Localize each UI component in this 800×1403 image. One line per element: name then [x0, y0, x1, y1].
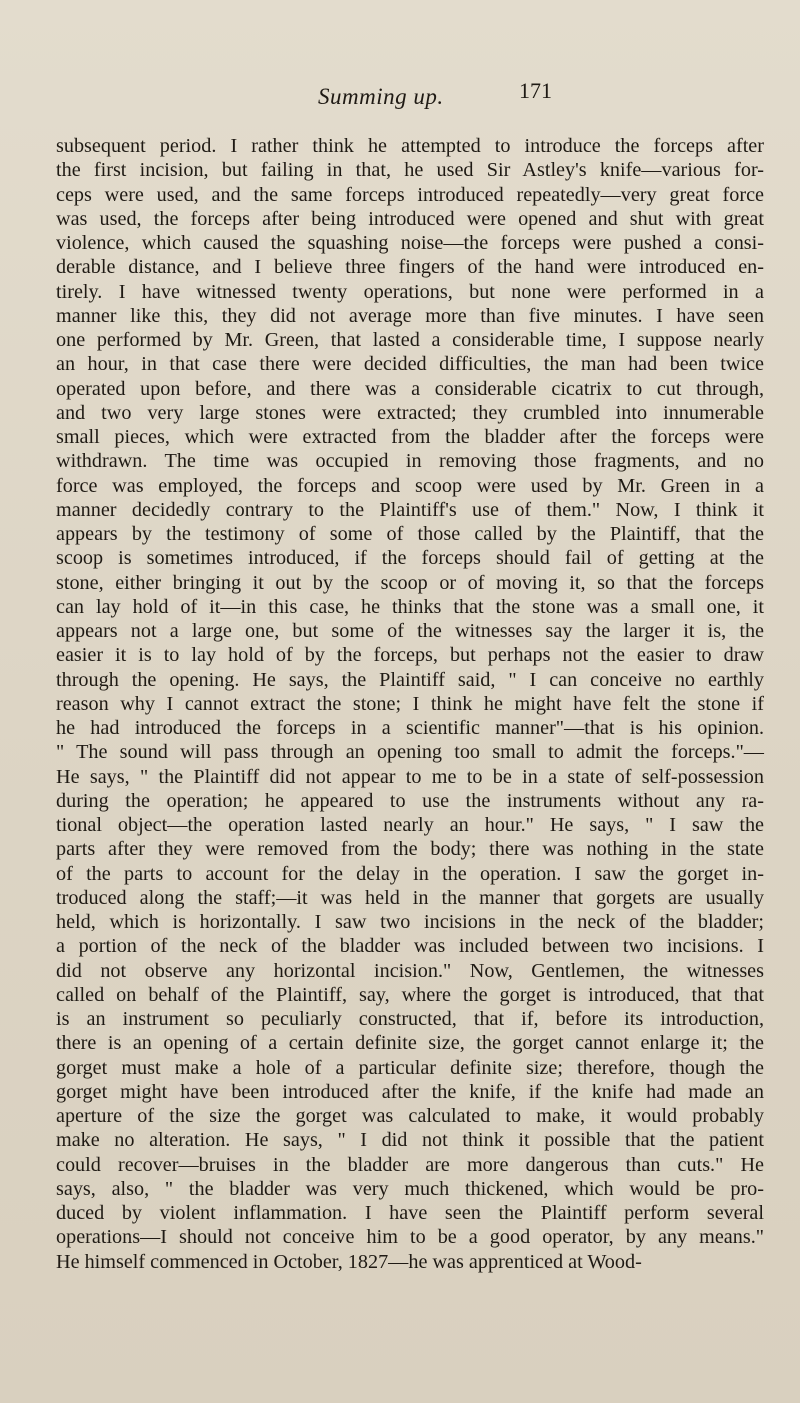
text-line: manner like this, they did not average more than five minutes. I have seen — [56, 304, 764, 327]
running-head: Summing up. — [318, 84, 444, 109]
text-line: withdrawn. The time was occupied in removing those fragments, and no — [56, 450, 764, 473]
text-line: an hour, in that case there were decided difficulties, the man had been twice — [56, 353, 764, 376]
text-line: gorget must make a hole of a particular definite size; therefore, though the — [56, 1056, 764, 1079]
body-text — [56, 134, 764, 1274]
text-line: duced by violent inflammation. I have seen the Plaintiff perform several — [56, 1202, 764, 1224]
text-line: He says, " the Plaintiff did not appear to me to be in a state of self-possession — [56, 765, 764, 788]
text-line: there is an opening of a certain definite size, the gorget cannot enlarge it; the — [56, 1032, 764, 1055]
text-line: tional object—the operation lasted nearly an hour." He says, " I saw the — [56, 814, 764, 836]
text-line: operations—I should not conceive him to be a good operator, by any means." — [56, 1226, 764, 1249]
text-line: gorget might have been introduced after the knife, if the knife had made an — [56, 1080, 764, 1103]
text-line: can lay hold of it—in this case, he thinks that the stone was a small one, it — [56, 595, 764, 618]
text-line: force was employed, the forceps and scoop were used by Mr. Green in a — [56, 474, 764, 497]
page-header — [0, 78, 800, 118]
text-line: one performed by Mr. Green, that lasted a considerable time, I suppose nearly — [56, 329, 764, 351]
text-line: derable distance, and I believe three fingers of the hand were introduced en- — [56, 256, 764, 279]
text-line: tirely. I have witnessed twenty operations, but none were performed in a — [56, 280, 764, 303]
text-line: make no alteration. He says, " I did not think it possible that the patient — [56, 1129, 764, 1152]
text-line: he had introduced the forceps in a scientific manner"—that is his opinion. — [56, 717, 764, 739]
text-line: was used, the forceps after being introduced were opened and shut with great — [56, 207, 764, 230]
text-line: called on behalf of the Plaintiff, say, where the gorget is introduced, that that — [56, 983, 764, 1006]
text-line: operated upon before, and there was a considerable cicatrix to cut through, — [56, 377, 764, 400]
text-line: easier it is to lay hold of by the forceps, but perhaps not the easier to draw — [56, 644, 764, 667]
text-line: held, which is horizontally. I saw two incisions in the neck of the bladder; — [56, 911, 764, 933]
text-line: violence, which caused the squashing noise—the forceps were pushed a consi- — [56, 232, 764, 254]
text-line: a portion of the neck of the bladder was included between two incisions. I — [56, 935, 764, 958]
text-line: troduced along the staff;—it was held in the manner that gorgets are usually — [56, 886, 764, 909]
text-line: " The sound will pass through an opening too small to admit the forceps."— — [56, 741, 764, 764]
text-line: appears not a large one, but some of the witnesses say the larger it is, the — [56, 620, 764, 642]
text-line: could recover—bruises in the bladder are more dangerous than cuts." He — [56, 1153, 764, 1176]
text-line: ceps were used, and the same forceps introduced repeatedly—very great force — [56, 183, 764, 206]
text-line: reason why I cannot extract the stone; I think he might have felt the stone if — [56, 692, 764, 715]
page-number: 171 — [519, 78, 552, 103]
text-line: did not observe any horizontal incision." Now, Gentlemen, the witnesses — [56, 959, 764, 982]
text-line: is an instrument so peculiarly constructed, that if, before its introduction, — [56, 1008, 764, 1030]
text-line: subsequent period. I rather think he attempted to introduce the forceps after — [56, 135, 764, 157]
text-line: scoop is sometimes introduced, if the forceps should fail of getting at the — [56, 547, 764, 570]
text-line: small pieces, which were extracted from the bladder after the forceps were — [56, 426, 764, 448]
text-line: and two very large stones were extracted; they crumbled into innumerable — [56, 401, 764, 424]
text-line: stone, either bringing it out by the scoop or of moving it, so that the forceps — [56, 571, 764, 594]
text-line: through the opening. He says, the Plaintiff said, " I can conceive no earthly — [56, 668, 764, 691]
text-line: parts after they were removed from the body; there was nothing in the state — [56, 838, 764, 861]
text-line: manner decidedly contrary to the Plaintiff's use of them." Now, I think it — [56, 498, 764, 521]
text-line: appears by the testimony of some of those called by the Plaintiff, that the — [56, 523, 764, 545]
text-line: the first incision, but failing in that, he used Sir Astley's knife—various for- — [56, 159, 764, 182]
text-line: during the operation; he appeared to use the instruments without any ra- — [56, 789, 764, 812]
text-line: aperture of the size the gorget was calculated to make, it would probably — [56, 1105, 764, 1127]
text-line: He himself commenced in October, 1827—he was apprenticed at Wood- — [56, 1250, 642, 1273]
text-line: of the parts to account for the delay in the operation. I saw the gorget in- — [56, 862, 764, 885]
text-line: says, also, " the bladder was very much thickened, which would be pro- — [56, 1177, 764, 1200]
